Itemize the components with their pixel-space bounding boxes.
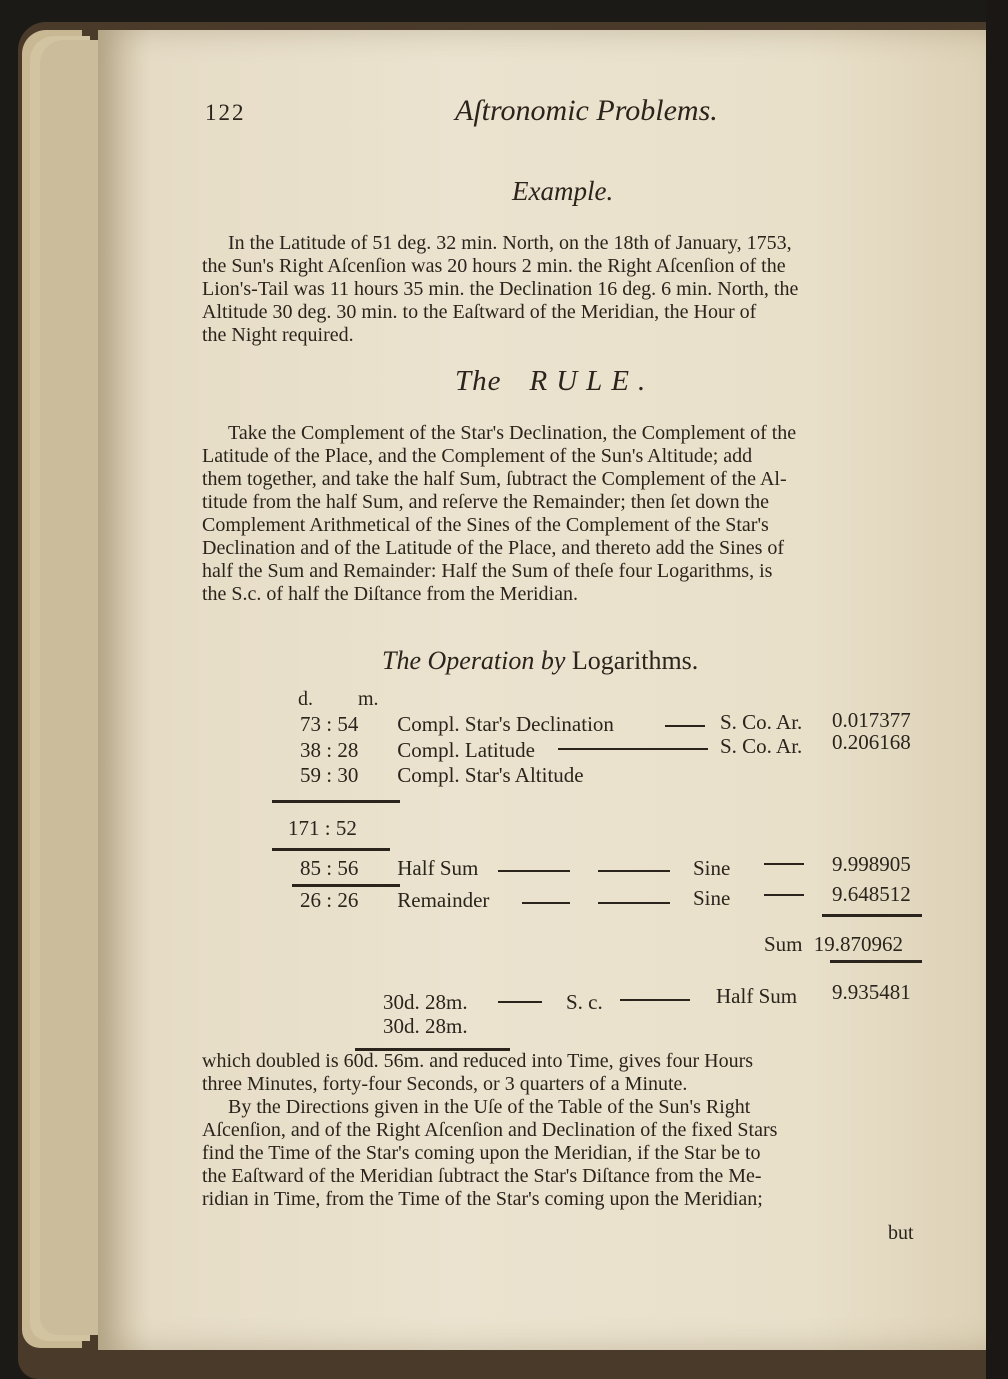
text-line: Aſcenſion, and of the Right Aſcenſion and Declination of the fixed Stars	[202, 1119, 778, 1141]
row-label: Compl. Star's Declination	[397, 712, 614, 736]
text-line: which doubled is 60d. 56m. and reduced into Time, gives four Hours	[202, 1050, 754, 1072]
rule-heading-prefix: The	[455, 365, 502, 397]
sum-row	[764, 932, 903, 957]
leader-line	[498, 870, 570, 872]
leader-line	[598, 870, 670, 872]
row-degrees: 38 : 28	[300, 738, 359, 762]
page-edge	[40, 40, 100, 1335]
text-line: them together, and take the half Sum, ſubtract the Complement of the Al-	[202, 468, 787, 490]
leader-line	[764, 894, 804, 896]
row-degrees: 73 : 54	[300, 712, 359, 736]
result-value: 9.935481	[832, 980, 911, 1004]
sum-rule	[822, 914, 922, 917]
row-label: Half Sum	[397, 856, 479, 880]
operation-row	[300, 712, 614, 737]
col-m-label: m.	[358, 688, 379, 710]
total-degrees: 171 : 52	[288, 816, 357, 840]
text-line: Altitude 30 deg. 30 min. to the Eaſtward of the Meridian, the Hour of	[202, 301, 757, 323]
text-line: In the Latitude of 51 deg. 32 min. North, on the 18th of January, 1753,	[228, 232, 792, 254]
row-function: S. Co. Ar.	[720, 734, 803, 758]
column-headers	[298, 688, 379, 711]
row-value: 9.998905	[832, 852, 911, 876]
text-line: Take the Complement of the Star's Declination, the Complement of the	[228, 422, 797, 444]
text-line: half the Sum and Remainder: Half the Sum of theſe four Logarithms, is	[202, 560, 773, 582]
leader-line	[598, 902, 670, 904]
row-degrees: 26 : 26	[300, 888, 359, 912]
operation-heading-roman: Logarithms.	[571, 646, 699, 675]
col-d-label: d.	[298, 688, 313, 710]
sum-label: Sum	[764, 932, 803, 956]
text-line: titude from the half Sum, and reſerve the Remainder; then ſet down the	[202, 491, 770, 513]
text-line: By the Directions given in the Uſe of the Table of the Sun's Right	[228, 1096, 751, 1118]
sum-rule	[272, 800, 400, 803]
sum-value: 19.870962	[813, 932, 904, 956]
leader-line	[498, 1001, 542, 1003]
example-heading: Example.	[512, 176, 614, 206]
text-line: the Sun's Right Aſcenſion was 20 hours 2 min. the Right Aſcenſion of the	[202, 255, 786, 277]
text-line: Declination and of the Latitude of the Place, and thereto add the Sines of	[202, 537, 785, 559]
row-degrees: 59 : 30	[300, 763, 359, 787]
row-label: Remainder	[397, 888, 490, 912]
example-paragraph	[202, 232, 798, 347]
rule-paragraph	[202, 422, 796, 606]
sum-rule	[292, 884, 400, 887]
leader-line	[665, 725, 705, 727]
leader-line	[620, 999, 690, 1001]
text-line: find the Time of the Star's coming upon the Meridian, if the Star be to	[202, 1142, 761, 1164]
rule-heading	[455, 365, 654, 398]
rule-heading-word: RULE.	[529, 365, 655, 397]
closing-paragraph	[202, 1050, 777, 1211]
text-line: Latitude of the Place, and the Complement of the Sun's Altitude; add	[202, 445, 753, 467]
text-line: three Minutes, forty-four Seconds, or 3 quarters of a Minute.	[202, 1073, 688, 1095]
sum-rule	[830, 960, 922, 963]
text-line: the Eaſtward of the Meridian ſubtract the Star's Diſtance from the Me-	[202, 1165, 762, 1187]
row-value: 9.648512	[832, 882, 911, 906]
row-function: S. c.	[566, 990, 603, 1014]
text-line: the Night required.	[202, 324, 354, 346]
row-function: S. Co. Ar.	[720, 710, 803, 734]
running-title: Aſtronomic Problems.	[455, 94, 718, 127]
remainder-row	[300, 888, 489, 913]
text-line: Complement Arithmetical of the Sines of the Complement of the Star's	[202, 514, 769, 536]
background-strip	[986, 0, 1008, 1379]
page-number: 122	[205, 100, 246, 125]
catchword: but	[888, 1222, 914, 1244]
row-function: Sine	[693, 856, 731, 880]
leader-line	[558, 748, 708, 750]
operation-row	[300, 763, 584, 788]
operation-heading-italic: The Operation by	[382, 646, 566, 675]
row-degrees: 85 : 56	[300, 856, 359, 880]
operation-heading	[382, 646, 698, 676]
row-value: 0.017377	[832, 708, 911, 732]
text-line: Lion's-Tail was 11 hours 35 min. the Declination 16 deg. 6 min. North, the	[202, 278, 799, 300]
row-label: Compl. Latitude	[397, 738, 535, 762]
row-function: Sine	[693, 886, 731, 910]
leader-line	[522, 902, 570, 904]
result-angle: 30d. 28m.	[383, 1014, 468, 1038]
text-line: ridian in Time, from the Time of the Star's coming upon the Meridian;	[202, 1188, 763, 1210]
operation-row	[300, 738, 535, 763]
sum-rule	[272, 848, 390, 851]
text-line: the S.c. of half the Diſtance from the Meridian.	[202, 583, 578, 605]
result-angle: 30d. 28m.	[383, 990, 468, 1014]
leader-line	[764, 863, 804, 865]
row-label: Compl. Star's Altitude	[397, 763, 584, 787]
half-sum-row	[300, 856, 478, 881]
result-label: Half Sum	[716, 984, 798, 1008]
row-value: 0.206168	[832, 730, 911, 754]
